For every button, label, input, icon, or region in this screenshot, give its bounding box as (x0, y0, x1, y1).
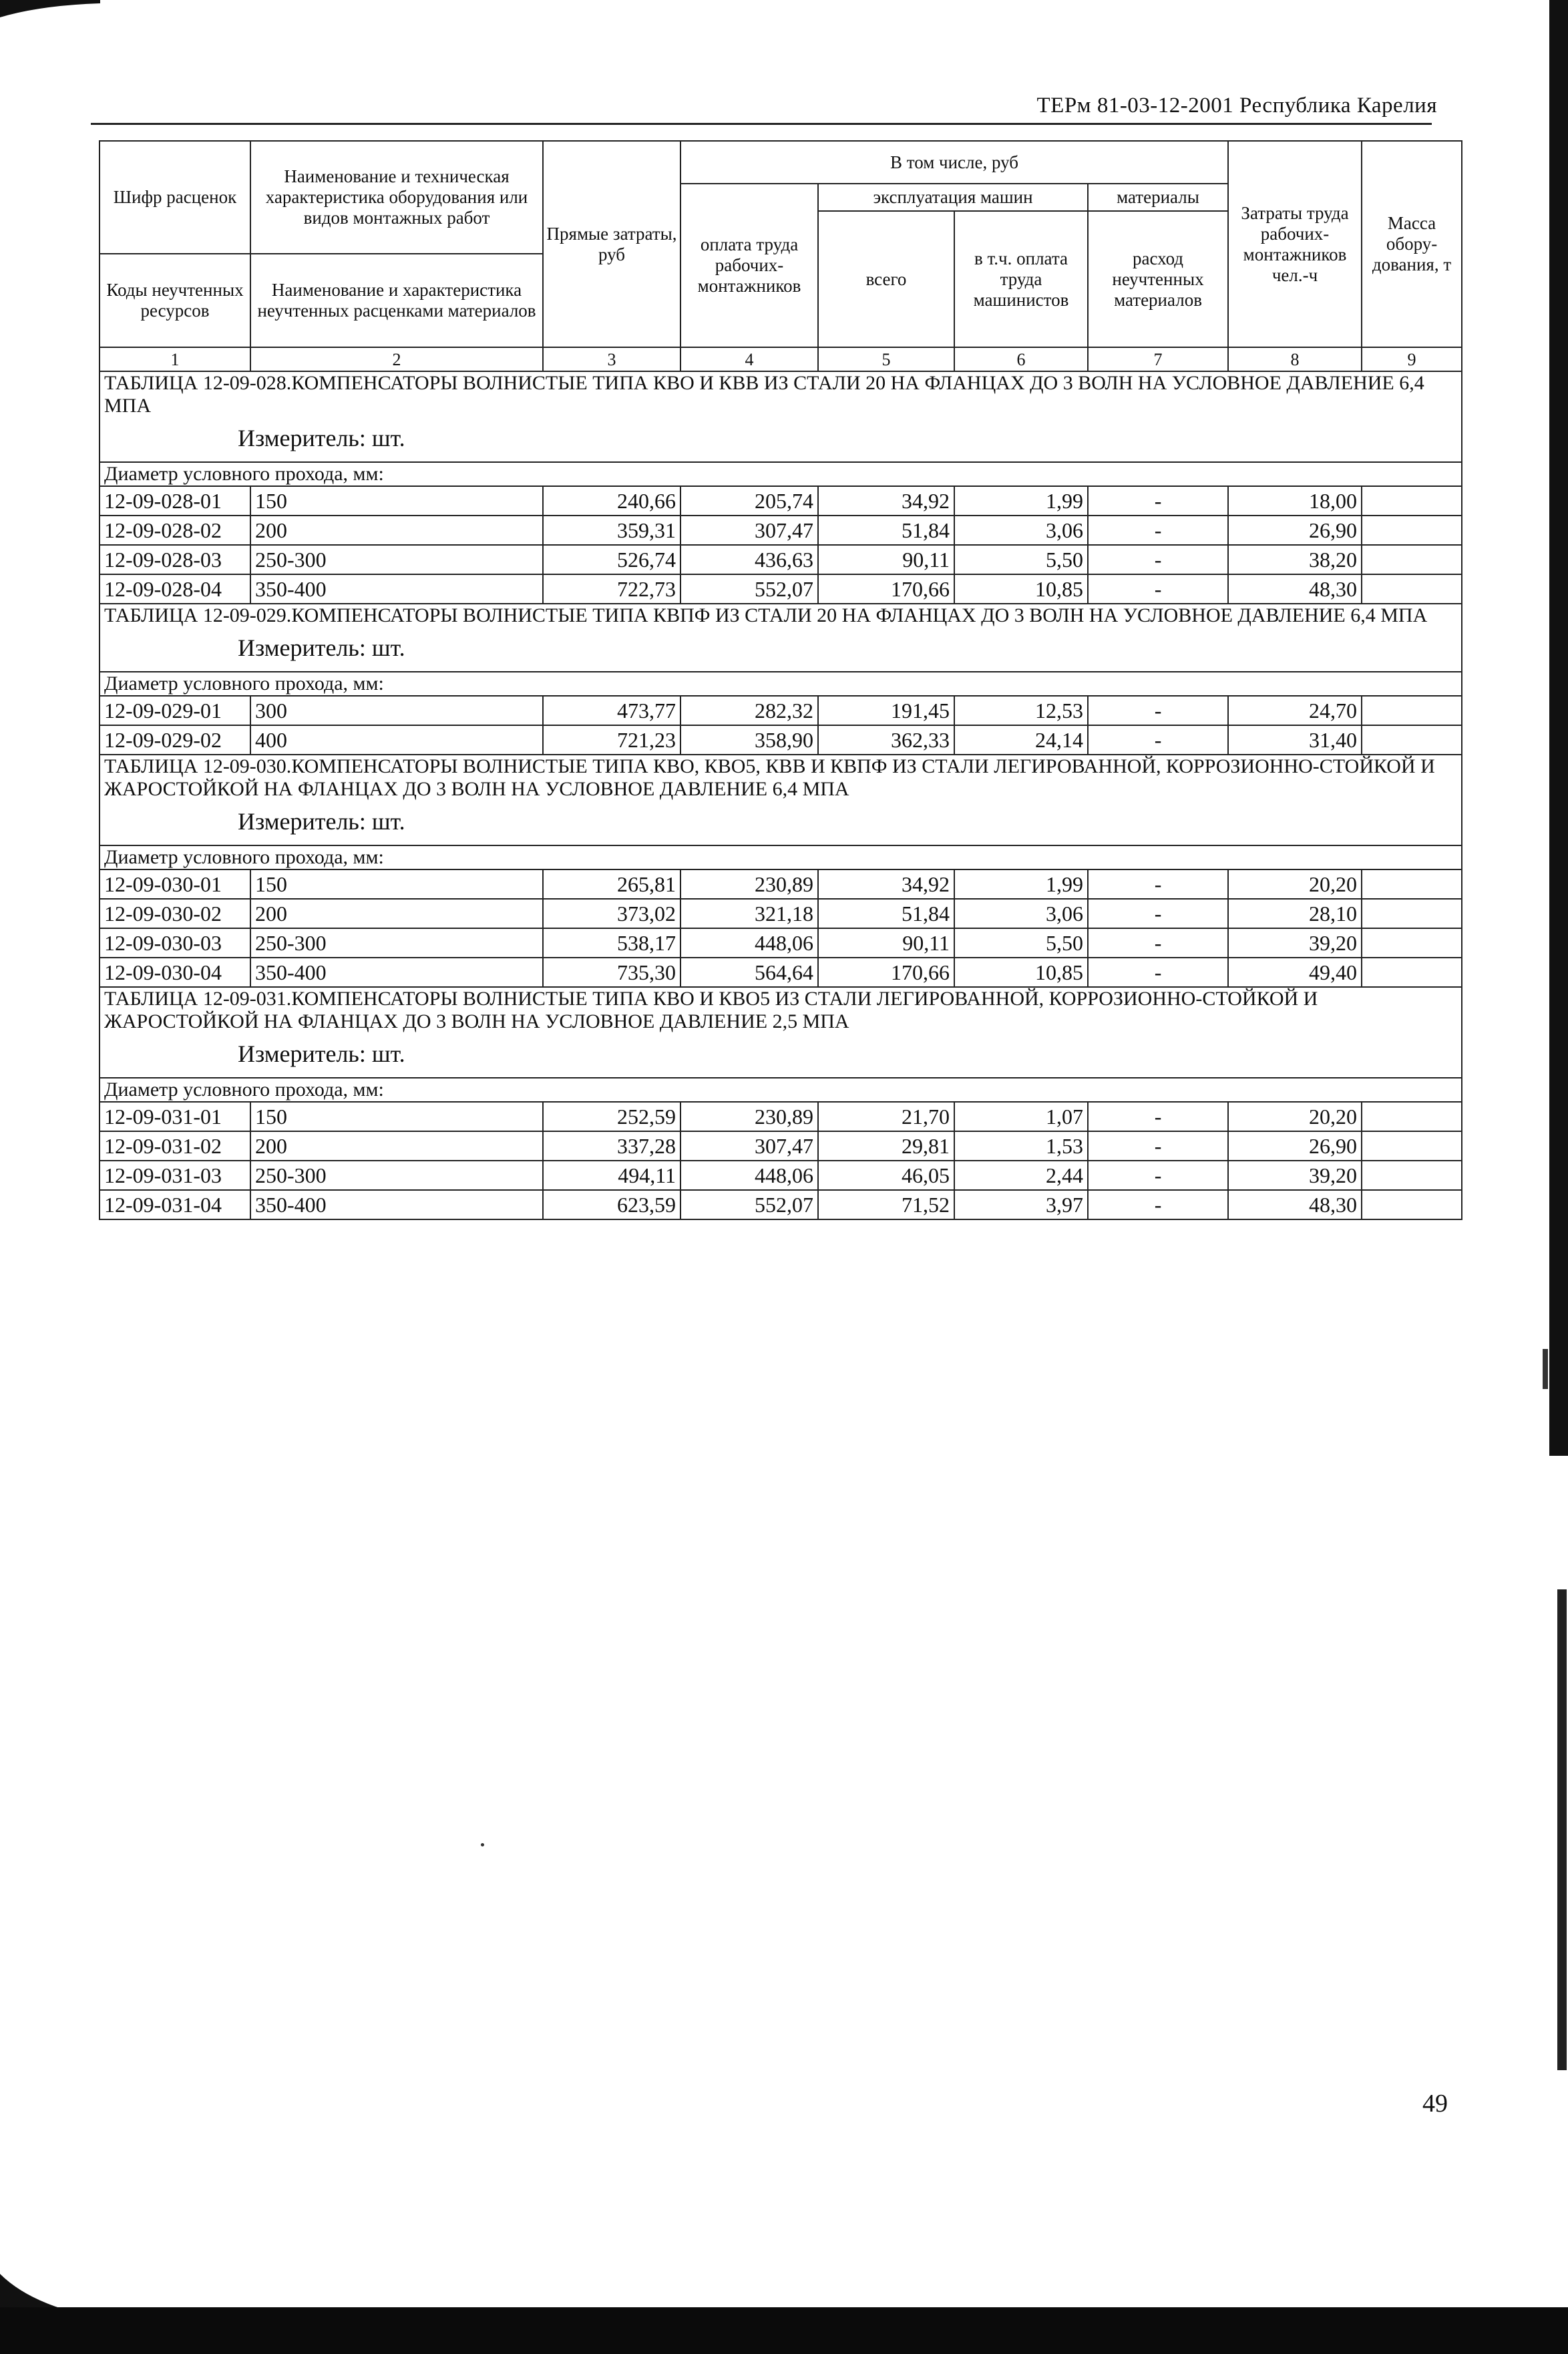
header-column-numbers (100, 347, 1462, 371)
row-machines-total: 170,66 (818, 958, 954, 987)
table-row (100, 928, 1462, 958)
row-mass (1362, 1161, 1462, 1190)
row-mass (1362, 899, 1462, 928)
row-labor-pay: 448,06 (680, 928, 818, 958)
row-labor-pay: 552,07 (680, 574, 818, 604)
meter-unit: Измеритель: шт. (238, 634, 405, 661)
header-machines: эксплуатация машин (818, 184, 1088, 211)
table-row (100, 696, 1462, 725)
table-row (100, 516, 1462, 545)
row-labor-pay: 205,74 (680, 486, 818, 516)
row-diameter: 300 (250, 696, 543, 725)
table-title (104, 604, 1457, 627)
row-mass (1362, 725, 1462, 755)
row-materials: - (1088, 1131, 1228, 1161)
row-machines-labor: 3,06 (954, 516, 1088, 545)
diameter-label: Диаметр условного прохода, мм: (100, 1078, 1462, 1102)
row-direct-costs: 494,11 (543, 1161, 680, 1190)
row-code: 12-09-028-02 (100, 516, 250, 545)
row-code: 12-09-028-01 (100, 486, 250, 516)
row-materials: - (1088, 869, 1228, 899)
row-machines-total: 34,92 (818, 486, 954, 516)
table-row (100, 1190, 1462, 1219)
row-machines-labor: 1,99 (954, 486, 1088, 516)
table-row (100, 1102, 1462, 1131)
row-diameter: 250-300 (250, 928, 543, 958)
row-machines-total: 46,05 (818, 1161, 954, 1190)
row-materials: - (1088, 574, 1228, 604)
row-code: 12-09-030-01 (100, 869, 250, 899)
row-code: 12-09-029-01 (100, 696, 250, 725)
scan-edge-mark (1543, 1349, 1548, 1389)
row-diameter: 150 (250, 486, 543, 516)
row-machines-total: 51,84 (818, 516, 954, 545)
column-number: 8 (1228, 347, 1362, 371)
scan-speck (481, 1843, 484, 1846)
row-diameter: 350-400 (250, 958, 543, 987)
section-title-cell (100, 987, 1462, 1078)
diameter-label: Диаметр условного прохода, мм: (100, 672, 1462, 696)
row-diameter: 250-300 (250, 545, 543, 574)
meter-unit: Измеритель: шт. (238, 425, 405, 451)
running-head: ТЕРм 81-03-12-2001 Республика Карелия (1036, 93, 1437, 118)
column-number: 2 (250, 347, 543, 371)
row-machines-labor: 10,85 (954, 574, 1088, 604)
column-number: 1 (100, 347, 250, 371)
table-title (104, 988, 1457, 1033)
header-labor-pay: оплата труда рабочих-монтажников (680, 184, 818, 347)
row-labor-hours: 20,20 (1228, 1102, 1362, 1131)
row-labor-pay: 282,32 (680, 696, 818, 725)
column-number: 4 (680, 347, 818, 371)
row-machines-total: 29,81 (818, 1131, 954, 1161)
row-mass (1362, 869, 1462, 899)
row-mass (1362, 1102, 1462, 1131)
table-title-text: КОМПЕНСАТОРЫ ВОЛНИСТЫЕ ТИПА КВО И КВО5 ИЗ СТАЛИ ЛЕГИРОВАННОЙ, КОРРОЗИОННО-СТОЙКОЙ И ЖАРОСТОЙКОЙ НА ФЛАНЦАХ ДО 3 ВОЛН НА УСЛОВНОЕ ДАВЛЕНИЕ 2,5 МПА (104, 988, 1318, 1032)
row-machines-total: 90,11 (818, 545, 954, 574)
row-machines-total: 51,84 (818, 899, 954, 928)
row-diameter: 400 (250, 725, 543, 755)
table-row (100, 899, 1462, 928)
table-row (100, 869, 1462, 899)
row-direct-costs: 526,74 (543, 545, 680, 574)
header-machines-labor: в т.ч. оплата труда машинистов (954, 211, 1088, 347)
row-diameter: 250-300 (250, 1161, 543, 1190)
row-direct-costs: 538,17 (543, 928, 680, 958)
table-number: ТАБЛИЦА 12-09-028. (104, 372, 292, 394)
row-code: 12-09-030-04 (100, 958, 250, 987)
table-header (100, 141, 1462, 371)
row-direct-costs: 240,66 (543, 486, 680, 516)
section-title-cell (100, 371, 1462, 462)
table-row (100, 1131, 1462, 1161)
row-labor-pay: 307,47 (680, 516, 818, 545)
row-machines-labor: 1,07 (954, 1102, 1088, 1131)
table-title-text: КОМПЕНСАТОРЫ ВОЛНИСТЫЕ ТИПА КВО, КВО5, КВВ И КВПФ ИЗ СТАЛИ ЛЕГИРОВАННОЙ, КОРРОЗИОННО-СТОЙКОЙ И ЖАРОСТОЙКОЙ НА ФЛАНЦАХ ДО 3 ВОЛН НА УСЛОВНОЕ ДАВЛЕНИЕ 6,4 МПА (104, 755, 1435, 800)
row-labor-pay: 230,89 (680, 869, 818, 899)
row-code: 12-09-031-04 (100, 1190, 250, 1219)
row-labor-pay: 358,90 (680, 725, 818, 755)
row-diameter: 350-400 (250, 574, 543, 604)
page-number: 49 (1422, 2090, 1448, 2118)
header-labor-hours: Затраты труда рабочих-монтажников чел.-ч (1228, 141, 1362, 347)
diameter-row (100, 845, 1462, 869)
row-diameter: 150 (250, 1102, 543, 1131)
section-title-cell (100, 755, 1462, 845)
row-labor-hours: 39,20 (1228, 928, 1362, 958)
scan-edge-bottom (0, 2307, 1568, 2354)
table-row (100, 1161, 1462, 1190)
row-machines-labor: 10,85 (954, 958, 1088, 987)
row-machines-total: 71,52 (818, 1190, 954, 1219)
section-title-row (100, 987, 1462, 1078)
meter-unit: Измеритель: шт. (238, 808, 405, 835)
row-code: 12-09-031-03 (100, 1161, 250, 1190)
row-direct-costs: 359,31 (543, 516, 680, 545)
header-direct-costs: Прямые затраты, руб (543, 141, 680, 347)
scan-edge-right-lower (1557, 1589, 1567, 2070)
row-labor-hours: 26,90 (1228, 516, 1362, 545)
row-machines-labor: 2,44 (954, 1161, 1088, 1190)
row-machines-total: 34,92 (818, 869, 954, 899)
row-code: 12-09-031-02 (100, 1131, 250, 1161)
row-mass (1362, 928, 1462, 958)
row-labor-pay: 552,07 (680, 1190, 818, 1219)
table-title-text: КОМПЕНСАТОРЫ ВОЛНИСТЫЕ ТИПА КВО И КВВ ИЗ СТАЛИ 20 НА ФЛАНЦАХ ДО 3 ВОЛН НА УСЛОВНОЕ ДАВЛЕНИЕ 6,4 МПА (104, 372, 1424, 417)
row-materials: - (1088, 516, 1228, 545)
header-mass: Масса обору-дования, т (1362, 141, 1462, 347)
column-number: 7 (1088, 347, 1228, 371)
table-number: ТАБЛИЦА 12-09-030. (104, 755, 292, 777)
row-materials: - (1088, 486, 1228, 516)
row-code: 12-09-030-03 (100, 928, 250, 958)
row-materials: - (1088, 545, 1228, 574)
header-name: Наименование и техническая характеристика оборудования или видов монтажных работ (250, 141, 543, 254)
row-labor-hours: 39,20 (1228, 1161, 1362, 1190)
row-direct-costs: 373,02 (543, 899, 680, 928)
table-row (100, 574, 1462, 604)
section-title-cell (100, 604, 1462, 672)
row-code: 12-09-031-01 (100, 1102, 250, 1131)
row-mass (1362, 958, 1462, 987)
row-machines-total: 21,70 (818, 1102, 954, 1131)
row-materials: - (1088, 696, 1228, 725)
row-machines-total: 170,66 (818, 574, 954, 604)
section-title-row (100, 604, 1462, 672)
row-mass (1362, 1190, 1462, 1219)
row-diameter: 200 (250, 516, 543, 545)
row-diameter: 350-400 (250, 1190, 543, 1219)
header-materials-expense: расход неучтенных материалов (1088, 211, 1228, 347)
row-direct-costs: 265,81 (543, 869, 680, 899)
row-machines-labor: 5,50 (954, 928, 1088, 958)
row-labor-hours: 26,90 (1228, 1131, 1362, 1161)
header-code: Шифр расценок (100, 141, 250, 254)
row-mass (1362, 545, 1462, 574)
scan-edge-right (1549, 0, 1568, 1456)
header-name-resources: Наименование и характеристика неучтенных расценками материалов (250, 254, 543, 347)
row-labor-hours: 24,70 (1228, 696, 1362, 725)
row-materials: - (1088, 1102, 1228, 1131)
row-labor-hours: 28,10 (1228, 899, 1362, 928)
row-machines-labor: 1,99 (954, 869, 1088, 899)
section-title-row (100, 371, 1462, 462)
row-machines-total: 191,45 (818, 696, 954, 725)
row-code: 12-09-029-02 (100, 725, 250, 755)
table-title (104, 372, 1457, 417)
row-direct-costs: 721,23 (543, 725, 680, 755)
row-labor-pay: 230,89 (680, 1102, 818, 1131)
row-machines-labor: 1,53 (954, 1131, 1088, 1161)
row-mass (1362, 1131, 1462, 1161)
column-number: 5 (818, 347, 954, 371)
row-materials: - (1088, 1161, 1228, 1190)
diameter-row (100, 672, 1462, 696)
column-number: 6 (954, 347, 1088, 371)
table-row (100, 725, 1462, 755)
row-labor-pay: 321,18 (680, 899, 818, 928)
table-title-text: КОМПЕНСАТОРЫ ВОЛНИСТЫЕ ТИПА КВПФ ИЗ СТАЛИ 20 НА ФЛАНЦАХ ДО 3 ВОЛН НА УСЛОВНОЕ ДАВЛЕНИЕ 6,4 МПА (291, 604, 1428, 626)
table-title (104, 755, 1457, 801)
row-materials: - (1088, 958, 1228, 987)
row-labor-hours: 48,30 (1228, 1190, 1362, 1219)
row-machines-labor: 3,97 (954, 1190, 1088, 1219)
row-materials: - (1088, 725, 1228, 755)
row-labor-hours: 18,00 (1228, 486, 1362, 516)
row-labor-hours: 20,20 (1228, 869, 1362, 899)
header-machines-total: всего (818, 211, 954, 347)
row-machines-total: 90,11 (818, 928, 954, 958)
diameter-label: Диаметр условного прохода, мм: (100, 462, 1462, 486)
header-rule (91, 123, 1432, 125)
row-machines-labor: 24,14 (954, 725, 1088, 755)
table-body (100, 371, 1462, 1219)
table-number: ТАБЛИЦА 12-09-029. (104, 604, 292, 626)
row-mass (1362, 516, 1462, 545)
row-machines-labor: 5,50 (954, 545, 1088, 574)
scan-corner-mark (0, 0, 100, 17)
norm-table (99, 140, 1462, 1220)
table-number: ТАБЛИЦА 12-09-031. (104, 988, 292, 1010)
diameter-label: Диаметр условного прохода, мм: (100, 845, 1462, 869)
table-row (100, 486, 1462, 516)
row-labor-pay: 307,47 (680, 1131, 818, 1161)
row-mass (1362, 486, 1462, 516)
row-code: 12-09-028-03 (100, 545, 250, 574)
row-labor-hours: 31,40 (1228, 725, 1362, 755)
row-direct-costs: 473,77 (543, 696, 680, 725)
row-materials: - (1088, 1190, 1228, 1219)
row-direct-costs: 722,73 (543, 574, 680, 604)
row-labor-hours: 49,40 (1228, 958, 1362, 987)
table-row (100, 545, 1462, 574)
row-machines-labor: 12,53 (954, 696, 1088, 725)
header-materials: материалы (1088, 184, 1228, 211)
row-code: 12-09-030-02 (100, 899, 250, 928)
header-resource-codes: Коды неучтенных ресурсов (100, 254, 250, 347)
row-labor-hours: 48,30 (1228, 574, 1362, 604)
row-labor-pay: 448,06 (680, 1161, 818, 1190)
row-labor-hours: 38,20 (1228, 545, 1362, 574)
row-labor-pay: 564,64 (680, 958, 818, 987)
row-direct-costs: 623,59 (543, 1190, 680, 1219)
section-title-row (100, 755, 1462, 845)
diameter-row (100, 1078, 1462, 1102)
column-number: 3 (543, 347, 680, 371)
table-row (100, 958, 1462, 987)
row-mass (1362, 574, 1462, 604)
row-labor-pay: 436,63 (680, 545, 818, 574)
row-direct-costs: 337,28 (543, 1131, 680, 1161)
row-machines-labor: 3,06 (954, 899, 1088, 928)
row-diameter: 200 (250, 899, 543, 928)
row-diameter: 200 (250, 1131, 543, 1161)
row-materials: - (1088, 928, 1228, 958)
row-machines-total: 362,33 (818, 725, 954, 755)
row-diameter: 150 (250, 869, 543, 899)
row-direct-costs: 252,59 (543, 1102, 680, 1131)
meter-unit: Измеритель: шт. (238, 1040, 405, 1067)
row-code: 12-09-028-04 (100, 574, 250, 604)
diameter-row (100, 462, 1462, 486)
row-direct-costs: 735,30 (543, 958, 680, 987)
header-including: В том числе, руб (680, 141, 1228, 184)
column-number: 9 (1362, 347, 1462, 371)
row-mass (1362, 696, 1462, 725)
row-materials: - (1088, 899, 1228, 928)
